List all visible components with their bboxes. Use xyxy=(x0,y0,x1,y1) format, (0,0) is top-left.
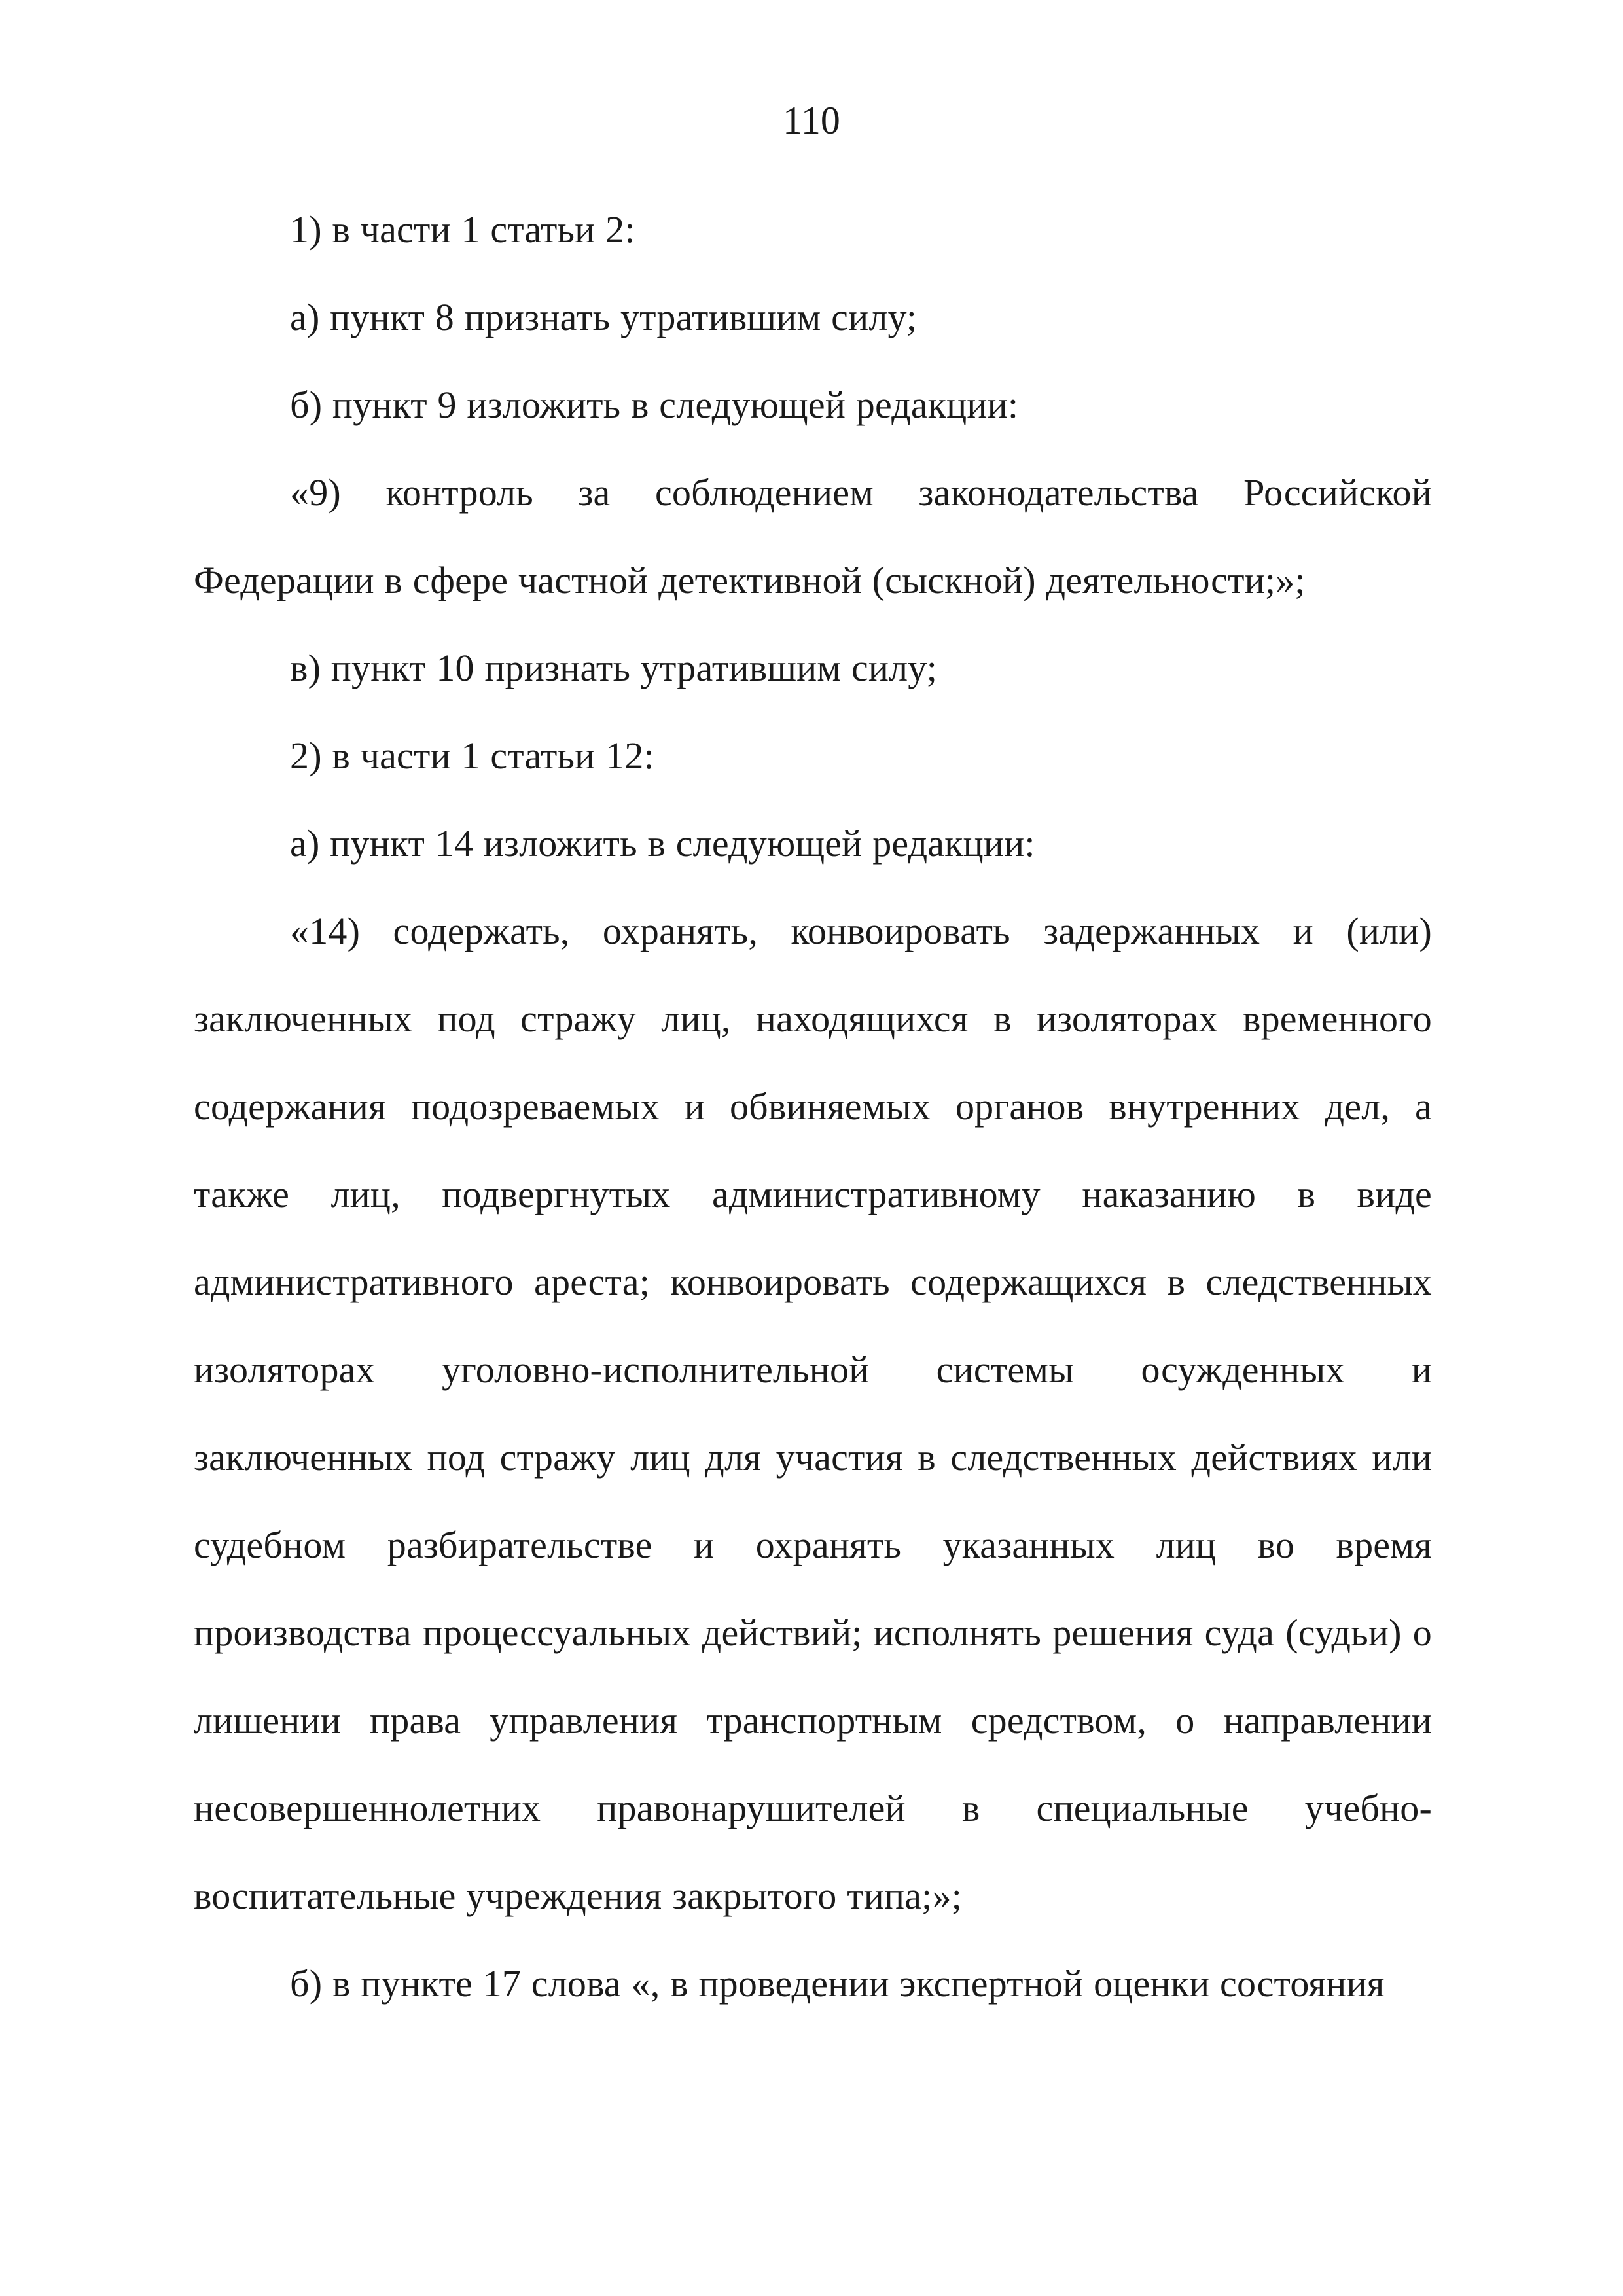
paragraph-item-2b: б) в пункте 17 слова «, в проведении экспертной оценки состояния xyxy=(290,1962,1385,2005)
paragraph-item-2: 2) в части 1 статьи 12: xyxy=(290,734,654,777)
quoted-clause-14: «14) содержать, охранять, конвоировать задержанных и (или) заключенных под стражу лиц, находящихся в изоляторах временного содержания подозреваемых и обвиняемых органов внутренних дел, а также лиц, подвергнутых административному наказанию в виде административного ареста; конвоировать содержащихся в следственных изоляторах уголовно-исполнительной системы осужденных и заключенных под стражу лиц для участия в следственных действиях или судебном разбирательстве и охранять указанных лиц во время производства процессуальных действий; исполнять решения суда (судьи) о лишении права управления транспортным средством, о направлении несовершеннолетних правонарушителей в специальные учебно-воспитательные учреждения закрытого типа;»; xyxy=(194,910,1432,1917)
paragraph-item-1v: в) пункт 10 признать утратившим силу; xyxy=(290,647,938,689)
paragraph-item-2a: а) пункт 14 изложить в следующей редакции: xyxy=(290,822,1035,865)
paragraph-item-1: 1) в части 1 статьи 2: xyxy=(290,208,635,251)
document-body xyxy=(194,186,1432,2028)
paragraph-item-1b: б) пункт 9 изложить в следующей редакции: xyxy=(290,384,1019,426)
quoted-clause-9: «9) контроль за соблюдением законодательства Российской Федерации в сфере частной детективной (сыскной) деятельности;»; xyxy=(194,471,1432,601)
page-number: 110 xyxy=(783,99,840,142)
paragraph-item-1a: а) пункт 8 признать утратившим силу; xyxy=(290,296,918,338)
